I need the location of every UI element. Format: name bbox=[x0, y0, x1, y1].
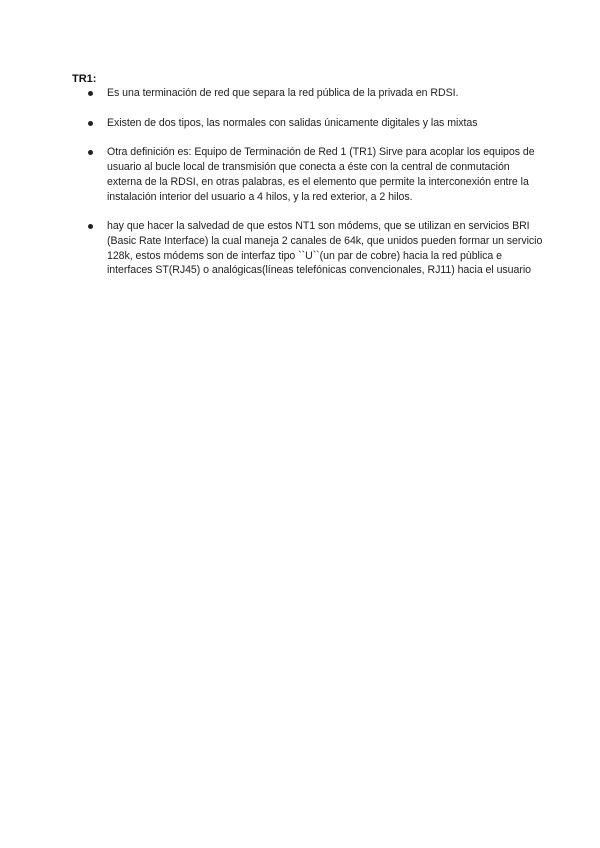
bullet-text: Otra definición es: Equipo de Terminación de Red 1 (TR1) Sirve para acoplar los equipos de usuario al bucle local de transmisión que conecta a éste con la central de conmutación externa de la RDSI, en otras palabras, es el elemento que permite la interconexión entre la instalación interior del usuario a 4 hilos, y la red exterior, a 2 hilos. bbox=[107, 146, 535, 203]
bullet-item bbox=[84, 219, 544, 278]
bullet-text: Es una terminación de red que separa la red pública de la privada en RDSI. bbox=[107, 87, 459, 99]
bullet-list bbox=[84, 86, 544, 293]
bullet-text: hay que hacer la salvedad de que estos NT1 son módems, que se utilizan en servicios BRI (Basic Rate Interface) la cual maneja 2 canales de 64k, que unidos pueden formar un servicio 128k, estos módems son de interfaz tipo ``U``(un par de cobre) hacia la red pùblica e interfaces ST(RJ45) o analógicas(líneas telefónicas convencionales, RJ11) hacia el usuario bbox=[107, 220, 543, 277]
bullet-item bbox=[84, 145, 544, 204]
section-heading: TR1: bbox=[72, 73, 97, 85]
bullet-dot-icon bbox=[88, 91, 93, 96]
bullet-dot-icon bbox=[88, 150, 93, 155]
bullet-item bbox=[84, 116, 544, 131]
bullet-dot-icon bbox=[88, 224, 93, 229]
bullet-item bbox=[84, 86, 544, 101]
bullet-dot-icon bbox=[88, 121, 93, 126]
bullet-text: Existen de dos tipos, las normales con salidas únicamente digitales y las mixtas bbox=[107, 116, 478, 129]
